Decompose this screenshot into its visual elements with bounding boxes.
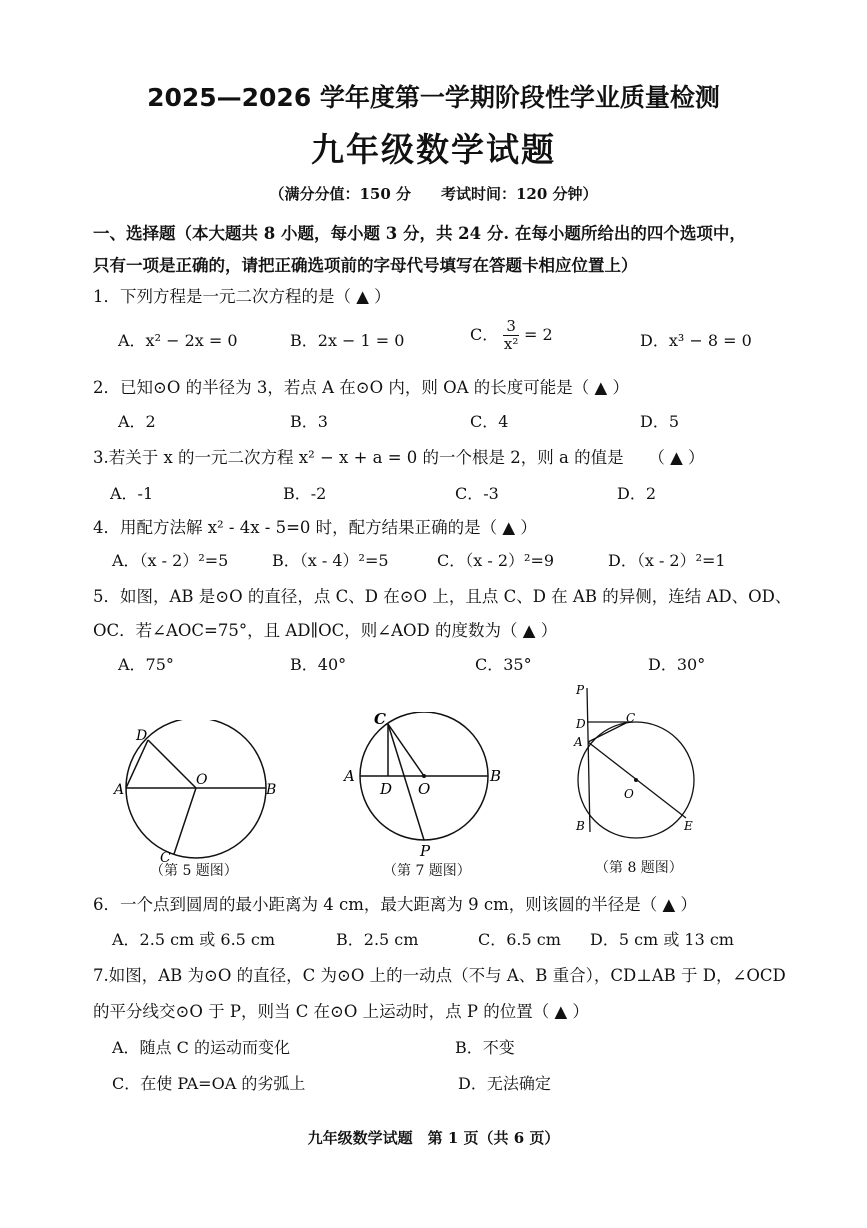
figure-5 bbox=[108, 720, 288, 870]
point-label-d: D bbox=[136, 728, 148, 744]
question-1-option-a: A．x² − 2x = 0 bbox=[118, 331, 238, 350]
figure-7 bbox=[338, 712, 518, 862]
question-2-stem: 2．已知⊙O 的半径为 3，若点 A 在⊙O 内，则 OA 的长度可能是（ ▲ ） bbox=[93, 378, 629, 397]
segment-ac bbox=[588, 722, 628, 742]
segment-co bbox=[388, 724, 424, 776]
question-7-option-a: A．随点 C 的运动而变化 bbox=[112, 1038, 290, 1057]
question-7-option-b: B．不变 bbox=[455, 1038, 515, 1057]
question-6-option-c: C．6.5 cm bbox=[478, 930, 561, 949]
point-label-a: A bbox=[114, 782, 125, 798]
question-4-stem: 4．用配方法解 x² - 4x - 5=0 时，配方结果正确的是（ ▲ ） bbox=[93, 518, 537, 537]
point-label-a: A bbox=[574, 735, 583, 749]
fraction-numerator: 3 bbox=[503, 318, 519, 336]
segment-oc bbox=[174, 788, 196, 854]
point-label-b: B bbox=[266, 782, 277, 798]
question-3-option-b: B．-2 bbox=[283, 484, 327, 503]
page-footer: 九年级数学试题 第 1 页（共 6 页） bbox=[307, 1129, 560, 1147]
center-dot bbox=[634, 778, 638, 782]
figure-7-diagram bbox=[338, 712, 518, 862]
point-label-c: C bbox=[160, 850, 171, 866]
figure-7-caption: （第 7 题图） bbox=[383, 863, 471, 879]
exam-header-title: 2025—2026 学年度第一学期阶段性学业质量检测 bbox=[147, 83, 720, 112]
question-7-line2: 的平分线交⊙O 于 P，则当 C 在⊙O 上运动时，点 P 的位置（ ▲ ） bbox=[93, 1002, 589, 1021]
point-label-o: O bbox=[196, 772, 208, 788]
center-dot bbox=[422, 774, 426, 778]
question-7-line1: 7.如图，AB 为⊙O 的直径，C 为⊙O 上的一动点（不与 A、B 重合），CD⊥AB 于 D，∠OCD bbox=[93, 966, 786, 985]
figure-5-diagram bbox=[108, 720, 288, 870]
question-2-option-c: C．4 bbox=[470, 412, 509, 431]
question-1-option-b: B．2x − 1 = 0 bbox=[290, 331, 405, 350]
point-label-c: C bbox=[374, 712, 386, 728]
question-5-line2: OC．若∠AOC=75°，且 AD∥OC，则∠AOD 的度数为（ ▲ ） bbox=[93, 621, 558, 640]
question-6-option-d: D．5 cm 或 13 cm bbox=[590, 930, 734, 949]
question-1-stem: 1．下列方程是一元二次方程的是（ ▲ ） bbox=[93, 287, 391, 306]
point-label-d: D bbox=[380, 780, 393, 798]
point-label-e: E bbox=[684, 819, 693, 833]
point-label-p: P bbox=[420, 842, 431, 860]
point-label-b: B bbox=[576, 819, 585, 833]
section-instruction-line1: 一、选择题（本大题共 8 小题，每小题 3 分，共 24 分. 在每小题所给出的四个选项中， bbox=[93, 224, 746, 243]
question-2-option-d: D．5 bbox=[640, 412, 680, 431]
question-3-option-d: D．2 bbox=[617, 484, 657, 503]
segment-od bbox=[148, 740, 196, 788]
section-instruction-line2: 只有一项是正确的，请把正确选项前的字母代号填写在答题卡相应位置上） bbox=[93, 256, 638, 275]
figure-8-caption: （第 8 题图） bbox=[595, 860, 683, 876]
question-1-option-c-suffix: = 2 bbox=[523, 325, 553, 344]
question-6-stem: 6．一个点到圆周的最小距离为 4 cm，最大距离为 9 cm，则该圆的半径是（ ▲ ） bbox=[93, 895, 697, 914]
question-3-stem: 3.若关于 x 的一元二次方程 x² − x + a = 0 的一个根是 2，则 a 的值是 （ ▲ ） bbox=[93, 448, 705, 467]
point-label-o: O bbox=[418, 780, 431, 798]
figure-8 bbox=[568, 684, 708, 844]
question-5-line1: 5．如图，AB 是⊙O 的直径，点 C、D 在⊙O 上，且点 C、D 在 AB 的异侧，连结 AD、OD、 bbox=[93, 587, 792, 606]
question-3-option-c: C．-3 bbox=[455, 484, 499, 503]
exam-subject-title: 九年级数学试题 bbox=[311, 130, 556, 169]
fraction-denominator: x² bbox=[503, 335, 519, 353]
question-1-option-c-fraction bbox=[503, 318, 519, 353]
question-5-option-c: C．35° bbox=[475, 655, 532, 674]
question-6-option-b: B．2.5 cm bbox=[336, 930, 419, 949]
question-4-option-d: D．（x - 2）²=1 bbox=[608, 551, 726, 570]
segment-ad bbox=[126, 740, 148, 788]
question-1-option-d: D．x³ − 8 = 0 bbox=[640, 331, 752, 350]
question-7-option-d: D．无法确定 bbox=[458, 1074, 551, 1093]
question-3-option-a: A．-1 bbox=[110, 484, 154, 503]
question-5-option-d: D．30° bbox=[648, 655, 706, 674]
question-7-option-c: C．在使 PA=OA 的劣弧上 bbox=[112, 1074, 306, 1093]
point-label-o: O bbox=[624, 787, 634, 801]
point-label-d: D bbox=[576, 717, 586, 731]
question-2-option-b: B．3 bbox=[290, 412, 328, 431]
figure-8-diagram bbox=[568, 684, 708, 844]
question-1-option-c bbox=[470, 318, 553, 353]
question-5-option-a: A．75° bbox=[118, 655, 174, 674]
question-4-option-b: B．（x - 4）²=5 bbox=[272, 551, 389, 570]
score-time-info: （满分分值：150 分 考试时间：120 分钟） bbox=[269, 185, 598, 203]
question-4-option-c: C．（x - 2）²=9 bbox=[437, 551, 555, 570]
question-5-option-b: B．40° bbox=[290, 655, 347, 674]
question-2-option-a: A．2 bbox=[118, 412, 156, 431]
line-pb bbox=[587, 688, 590, 832]
question-1-option-c-prefix: C． bbox=[470, 325, 499, 344]
figure-5-caption: （第 5 题图） bbox=[150, 863, 238, 879]
question-6-option-a: A．2.5 cm 或 6.5 cm bbox=[112, 930, 276, 949]
point-label-b: B bbox=[490, 767, 502, 785]
point-label-c: C bbox=[626, 711, 636, 725]
question-4-option-a: A．（x - 2）²=5 bbox=[112, 551, 229, 570]
point-label-p: P bbox=[576, 684, 585, 697]
point-label-a: A bbox=[344, 767, 355, 785]
